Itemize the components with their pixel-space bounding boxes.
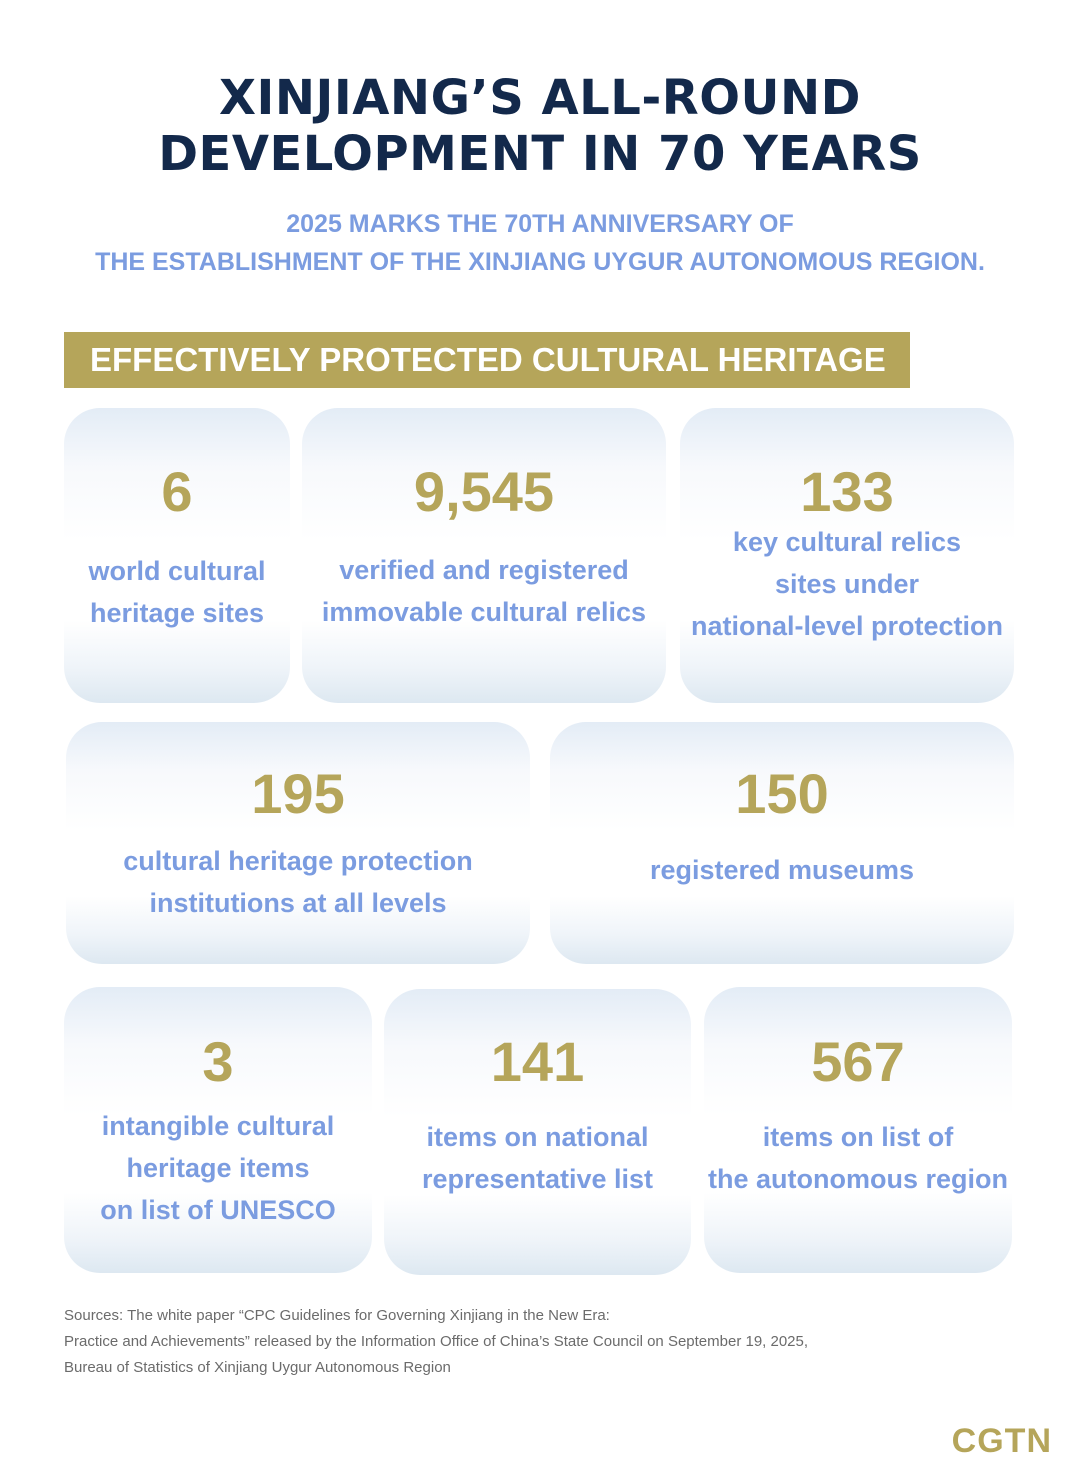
stat-description xyxy=(680,521,1014,647)
stat-description-line: institutions at all levels xyxy=(149,888,447,918)
stat-description xyxy=(66,840,530,924)
stat-value: 6 xyxy=(161,460,193,523)
stat-description-line: items on list of xyxy=(762,1122,954,1152)
stat-value: 9,545 xyxy=(413,460,555,523)
subtitle xyxy=(0,205,1080,281)
stat-description-line: world cultural xyxy=(88,556,266,586)
stat-description-line: representative list xyxy=(421,1164,654,1194)
stat-description-line: intangible cultural xyxy=(101,1111,335,1141)
stat-description-line: immovable cultural relics xyxy=(321,597,647,627)
subtitle-line-2: THE ESTABLISHMENT OF THE XINJIANG UYGUR AUTONOMOUS REGION. xyxy=(95,248,985,276)
stat-value: 567 xyxy=(811,1030,905,1093)
stat-description-line: key cultural relics xyxy=(732,527,962,557)
sources-note xyxy=(64,1303,964,1381)
stat-description xyxy=(384,1116,691,1200)
title-line-1: XINJIANG’S ALL-ROUND xyxy=(219,70,861,126)
sources-line: Sources: The white paper “CPC Guidelines for Governing Xinjiang in the New Era: xyxy=(64,1307,610,1324)
stat-description xyxy=(550,849,1014,891)
stat-description-line: national-level protection xyxy=(690,611,1004,641)
stat-value: 150 xyxy=(735,762,829,825)
stat-value: 195 xyxy=(251,762,345,825)
stat-description xyxy=(64,1105,372,1231)
page-title xyxy=(0,70,1080,182)
stat-description-line: the autonomous region xyxy=(708,1164,1008,1194)
stat-card-unesco-items xyxy=(64,987,372,1273)
stat-card-autonomous-region-items xyxy=(704,987,1012,1273)
section-heading-banner xyxy=(64,332,910,388)
sources-line: Practice and Achievements” released by the Information Office of China’s State Council on September 19, 2025, xyxy=(64,1333,809,1350)
title-line-2: DEVELOPMENT IN 70 YEARS xyxy=(158,126,922,182)
stat-card-national-protection-sites xyxy=(680,408,1014,703)
stat-description xyxy=(704,1116,1012,1200)
section-heading: EFFECTIVELY PROTECTED CULTURAL HERITAGE xyxy=(90,341,886,378)
stat-description-line: sites under xyxy=(774,569,920,599)
stat-value: 133 xyxy=(800,460,894,523)
stat-description-line: heritage sites xyxy=(89,598,265,628)
stat-description xyxy=(64,550,290,634)
stat-card-national-list-items xyxy=(384,989,691,1275)
sources-line: Bureau of Statistics of Xinjiang Uygur Autonomous Region xyxy=(64,1359,451,1376)
cgtn-logo: CGTN xyxy=(951,1422,1052,1460)
stat-description-line: cultural heritage protection xyxy=(123,846,473,876)
subtitle-line-1: 2025 MARKS THE 70TH ANNIVERSARY OF xyxy=(286,210,794,238)
stat-value: 3 xyxy=(202,1030,234,1093)
stat-description xyxy=(302,549,666,633)
stat-card-immovable-relics xyxy=(302,408,666,703)
stat-description-line: items on national xyxy=(426,1122,649,1152)
stat-description-line: verified and registered xyxy=(339,555,629,585)
stat-description-line: heritage items xyxy=(126,1153,310,1183)
stat-description-line: on list of UNESCO xyxy=(100,1195,336,1225)
stat-value: 141 xyxy=(490,1030,585,1093)
stat-card-protection-institutions xyxy=(66,722,530,964)
stat-description-line: registered museums xyxy=(649,855,915,885)
stat-card-world-heritage-sites xyxy=(64,408,290,703)
stat-card-registered-museums xyxy=(550,722,1014,964)
